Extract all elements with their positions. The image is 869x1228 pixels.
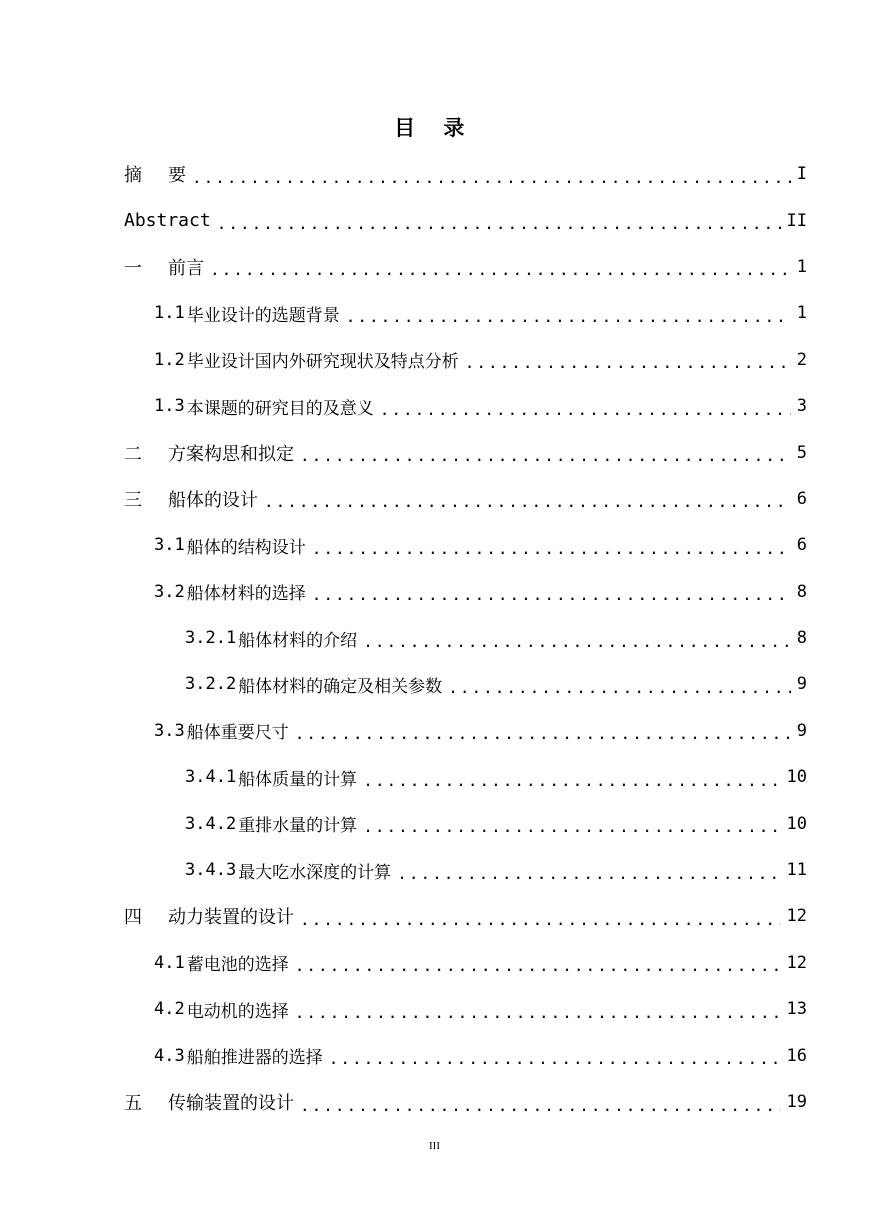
- toc-entry[interactable]: [124, 986, 807, 1032]
- toc-entry-number: 4.2: [154, 999, 185, 1020]
- toc-leader-dots: [397, 864, 780, 883]
- toc-entry-title: 方案构思和拟定: [168, 443, 294, 465]
- toc-entry-number: 3.4.1: [185, 767, 237, 788]
- toc-entry-number: 3.1: [154, 535, 185, 556]
- toc-entry-title: 前言: [168, 257, 204, 279]
- toc-entry[interactable]: [124, 615, 807, 661]
- toc-entry[interactable]: [124, 290, 807, 336]
- toc-leader-dots: [346, 307, 791, 326]
- toc-entry-page: 2: [796, 349, 807, 370]
- toc-entry-title: 船舶推进器的选择: [186, 1048, 323, 1069]
- toc-entry-page: 9: [796, 674, 807, 695]
- toc-entry-title: 传输装置的设计: [168, 1093, 294, 1114]
- toc-entry-number: 三: [124, 489, 142, 511]
- toc-leader-dots: [192, 168, 791, 187]
- toc-leader-dots: [295, 956, 781, 975]
- toc-entry-number: 一: [124, 257, 142, 279]
- toc-entry[interactable]: [124, 151, 807, 197]
- toc-entry-number: 3.2.2: [185, 674, 237, 695]
- toc-entry[interactable]: [124, 708, 807, 754]
- toc-entry-page: 1: [796, 256, 807, 277]
- toc-entry-number: 五: [124, 1093, 142, 1114]
- toc-entry-title: 本课题的研究目的及意义: [186, 398, 374, 419]
- toc-entry-title: 船体重要尺寸: [186, 723, 289, 744]
- toc-entry[interactable]: [124, 1079, 807, 1125]
- toc-entry[interactable]: [124, 1032, 807, 1078]
- toc-leader-dots: [295, 724, 791, 743]
- toc-entry-title: 动力装置的设计: [168, 907, 294, 929]
- toc-entry-title: 重排水量的计算: [238, 816, 358, 837]
- toc-entry-page: 6: [796, 488, 807, 509]
- toc-leader-dots: [300, 1096, 781, 1115]
- toc-entry-page: I: [796, 164, 807, 185]
- toc-entry[interactable]: [124, 337, 807, 383]
- toc-entry-page: 3: [796, 396, 807, 417]
- toc-leader-dots: [312, 539, 791, 558]
- toc-entry-title: 船体的设计: [168, 489, 258, 511]
- toc-entry-number: 1.2: [154, 349, 185, 370]
- toc-entry-number: 四: [124, 907, 142, 929]
- toc-leader-dots: [300, 446, 791, 465]
- toc-entry-page: 19: [786, 1092, 807, 1112]
- toc-entry-page: 1: [796, 303, 807, 324]
- page-title: 目 录: [394, 116, 475, 140]
- toc-entry-page: 10: [786, 813, 807, 834]
- toc-entry-page: 8: [796, 628, 807, 649]
- toc-entry[interactable]: [124, 754, 807, 800]
- toc-entry-page: 8: [796, 581, 807, 602]
- toc-entry-number: 1.3: [154, 396, 185, 417]
- toc-entry-page: 6: [796, 535, 807, 556]
- toc-entry-number: 3.4.3: [185, 860, 237, 881]
- toc-entry-title: 毕业设计的选题背景: [186, 305, 340, 326]
- toc-entry-number: 二: [124, 443, 142, 465]
- toc-entry-title: 毕业设计国内外研究现状及特点分析: [186, 352, 459, 373]
- toc-entry[interactable]: [124, 800, 807, 846]
- toc-leader-dots: [380, 400, 791, 419]
- toc-leader-dots: [312, 585, 791, 604]
- toc-leader-dots: [363, 632, 791, 651]
- toc-entry-page: 16: [786, 1045, 807, 1066]
- toc-entry[interactable]: [124, 569, 807, 615]
- table-of-contents: [124, 151, 807, 1125]
- toc-entry-title: Abstract: [124, 210, 211, 232]
- toc-entry-number: 1.1: [154, 303, 185, 324]
- toc-entry-title: 船体材料的选择: [186, 584, 306, 605]
- toc-leader-dots: [264, 492, 791, 511]
- toc-entry-title: 要: [168, 165, 186, 187]
- toc-leader-dots: [363, 771, 780, 790]
- toc-entry[interactable]: [124, 383, 807, 429]
- toc-entry-page: 9: [796, 720, 807, 741]
- toc-entry-title: 船体材料的确定及相关参数: [238, 676, 443, 697]
- toc-leader-dots: [448, 678, 791, 697]
- toc-leader-dots: [465, 353, 791, 372]
- toc-entry[interactable]: [124, 847, 807, 893]
- toc-entry-title: 船体质量的计算: [238, 769, 358, 790]
- toc-entry-number: 4.3: [154, 1045, 185, 1066]
- toc-entry-title: 蓄电池的选择: [186, 955, 289, 976]
- toc-entry-number: 3.2.1: [185, 628, 237, 649]
- toc-entry[interactable]: [124, 940, 807, 986]
- toc-entry-title: 电动机的选择: [186, 1001, 289, 1022]
- toc-entry[interactable]: [124, 429, 807, 475]
- toc-entry[interactable]: [124, 661, 807, 707]
- toc-entry[interactable]: [124, 893, 807, 939]
- toc-leader-dots: [217, 214, 781, 233]
- toc-entry-number: 4.1: [154, 952, 185, 973]
- toc-leader-dots: [329, 1049, 781, 1068]
- toc-entry-page: II: [786, 210, 807, 231]
- toc-entry[interactable]: [124, 197, 807, 243]
- toc-entry-page: 12: [786, 952, 807, 973]
- toc-entry-number: 3.4.2: [185, 813, 237, 834]
- toc-entry-page: 12: [786, 906, 807, 927]
- toc-entry-title: 最大吃水深度的计算: [238, 862, 392, 883]
- toc-entry-title: 船体材料的介绍: [238, 630, 358, 651]
- toc-leader-dots: [295, 1003, 781, 1022]
- toc-entry-number: 3.3: [154, 720, 185, 741]
- toc-leader-dots: [363, 817, 780, 836]
- toc-entry-page: 10: [786, 767, 807, 788]
- toc-entry[interactable]: [124, 522, 807, 568]
- toc-entry-page: 11: [786, 860, 807, 881]
- toc-entry[interactable]: [124, 244, 807, 290]
- toc-entry-number: 3.2: [154, 581, 185, 602]
- toc-entry[interactable]: [124, 476, 807, 522]
- toc-leader-dots: [210, 260, 791, 279]
- toc-entry-title: 船体的结构设计: [186, 537, 306, 558]
- toc-entry-number: 摘: [124, 165, 142, 187]
- toc-leader-dots: [300, 910, 781, 929]
- toc-entry-page: 5: [796, 442, 807, 463]
- page-number: III: [429, 1140, 440, 1152]
- toc-entry-page: 13: [786, 999, 807, 1020]
